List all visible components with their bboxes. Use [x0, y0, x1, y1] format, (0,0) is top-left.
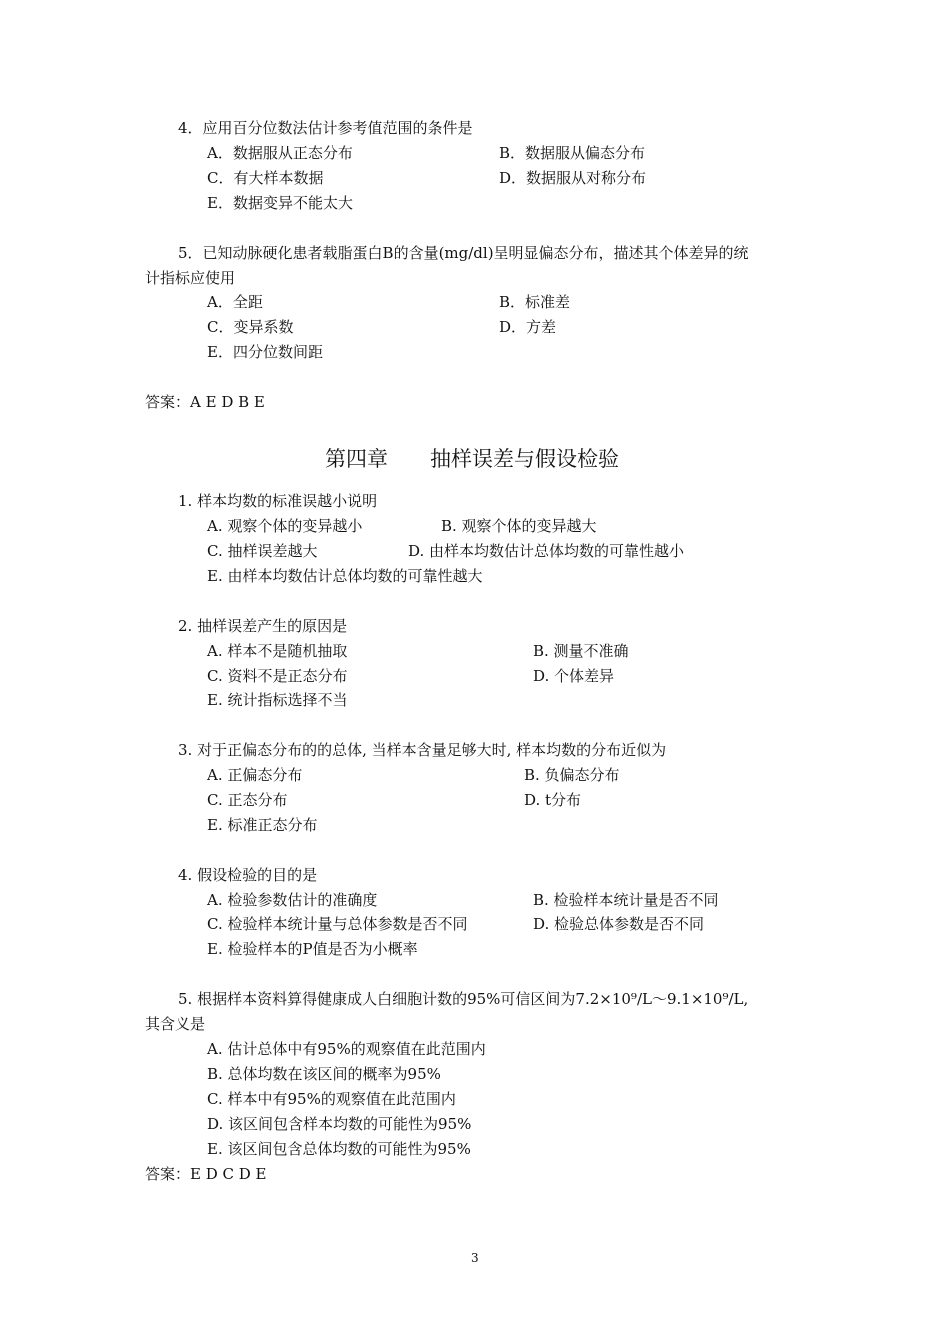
ch4-q1-option-c: C. 抽样误差越大	[207, 542, 318, 560]
ch4-q2-option-a: A. 样本不是随机抽取	[207, 642, 348, 660]
ch4-q4-option-b: B. 检验样本统计量是否不同	[533, 891, 719, 909]
ch4-q3-option-c: C. 正态分布	[207, 791, 288, 809]
page-number: 3	[471, 1251, 479, 1265]
ch4-q4-option-e: E. 检验样本的P值是否为小概率	[207, 940, 418, 958]
ch4-q4-option-c: C. 检验样本统计量与总体参数是否不同	[207, 915, 468, 933]
ch4-q3-option-a: A. 正偏态分布	[207, 766, 303, 784]
ch4-q1-option-b: B. 观察个体的变异越大	[441, 517, 597, 535]
ch4-q1-stem: 1. 样本均数的标准误越小说明	[178, 492, 378, 510]
chapter-title: 第四章 抽样误差与假设检验	[325, 447, 619, 471]
ch3-q4-option-e: E．数据变异不能太大	[207, 194, 353, 212]
ch3-q5-option-e: E．四分位数间距	[207, 343, 323, 361]
ch3-q4-option-a: A．数据服从正态分布	[207, 144, 353, 162]
ch3-q5-stem-line2: 计指标应使用	[145, 269, 236, 287]
ch4-q4-option-a: A. 检验参数估计的准确度	[207, 891, 378, 909]
ch4-q2-option-e: E. 统计指标选择不当	[207, 691, 348, 709]
ch4-q3-option-d: D. t分布	[524, 791, 582, 809]
ch4-answer: 答案：E D C D E	[145, 1165, 267, 1183]
ch3-q4-option-b: B．数据服从偏态分布	[499, 144, 646, 162]
ch3-q5-option-b: B．标准差	[499, 293, 571, 311]
ch3-q4-stem: 4．应用百分位数法估计参考值范围的条件是	[178, 119, 473, 137]
ch4-q1-option-d: D. 由样本均数估计总体均数的可靠性越小	[408, 542, 685, 560]
ch4-q5-option-c: C. 样本中有95%的观察值在此范围内	[207, 1090, 456, 1108]
ch4-q3-stem: 3. 对于正偏态分布的的总体, 当样本含量足够大时, 样本均数的分布近似为	[178, 741, 667, 759]
ch4-q4-stem: 4. 假设检验的目的是	[178, 866, 318, 884]
ch3-q4-option-c: C．有大样本数据	[207, 169, 324, 187]
ch4-q5-option-e: E. 该区间包含总体均数的可能性为95%	[207, 1140, 471, 1158]
ch3-q5-option-d: D．方差	[499, 318, 557, 336]
ch4-q2-option-d: D. 个体差异	[533, 667, 615, 685]
ch4-q2-stem: 2. 抽样误差产生的原因是	[178, 617, 348, 635]
ch4-q2-option-b: B. 测量不准确	[533, 642, 629, 660]
ch4-q1-option-a: A. 观察个体的变异越小	[207, 517, 363, 535]
ch3-answer: 答案：A E D B E	[145, 393, 265, 411]
ch3-q4-option-d: D．数据服从对称分布	[499, 169, 647, 187]
ch4-q1-option-e: E. 由样本均数估计总体均数的可靠性越大	[207, 567, 483, 585]
ch3-q5-option-c: C．变异系数	[207, 318, 294, 336]
ch4-q4-option-d: D. 检验总体参数是否不同	[533, 915, 705, 933]
ch4-q5-stem-line1: 5. 根据样本资料算得健康成人白细胞计数的95%可信区间为7.2×10⁹/L～9.1×10⁹/L,	[178, 990, 749, 1008]
ch4-q2-option-c: C. 资料不是正态分布	[207, 667, 348, 685]
ch4-q5-stem-line2: 其含义是	[145, 1015, 206, 1033]
ch4-q3-option-e: E. 标准正态分布	[207, 816, 318, 834]
ch3-q5-option-a: A．全距	[207, 293, 263, 311]
ch3-q5-stem-line1: 5．已知动脉硬化患者载脂蛋白B的含量(mg/dl)呈明显偏态分布，描述其个体差异的统	[178, 244, 749, 262]
ch4-q5-option-d: D. 该区间包含样本均数的可能性为95%	[207, 1115, 472, 1133]
ch4-q5-option-b: B. 总体均数在该区间的概率为95%	[207, 1065, 441, 1083]
ch4-q5-option-a: A. 估计总体中有95%的观察值在此范围内	[207, 1040, 486, 1058]
ch4-q3-option-b: B. 负偏态分布	[524, 766, 620, 784]
